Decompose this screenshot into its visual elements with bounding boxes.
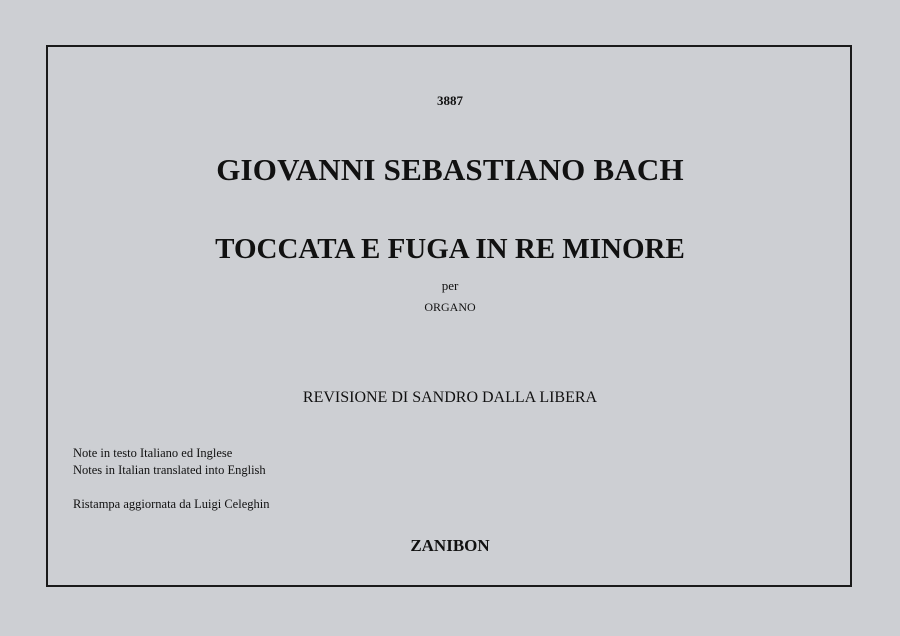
- catalog-number: 3887: [437, 93, 463, 108]
- instrument-label: ORGANO: [424, 300, 476, 314]
- note-line: Note in testo Italiano ed Inglese: [73, 446, 233, 460]
- composer-name: GIOVANNI SEBASTIANO BACH: [216, 152, 684, 187]
- work-title: TOCCATA E FUGA IN RE MINORE: [215, 233, 685, 265]
- revision-credit: REVISIONE DI SANDRO DALLA LIBERA: [302, 389, 598, 406]
- note-line: Notes in Italian translated into English: [73, 463, 266, 477]
- per-label: per: [441, 278, 459, 293]
- reprint-note: Ristampa aggiornata da Luigi Celeghin: [73, 497, 270, 511]
- publisher-name: ZANIBON: [410, 536, 490, 555]
